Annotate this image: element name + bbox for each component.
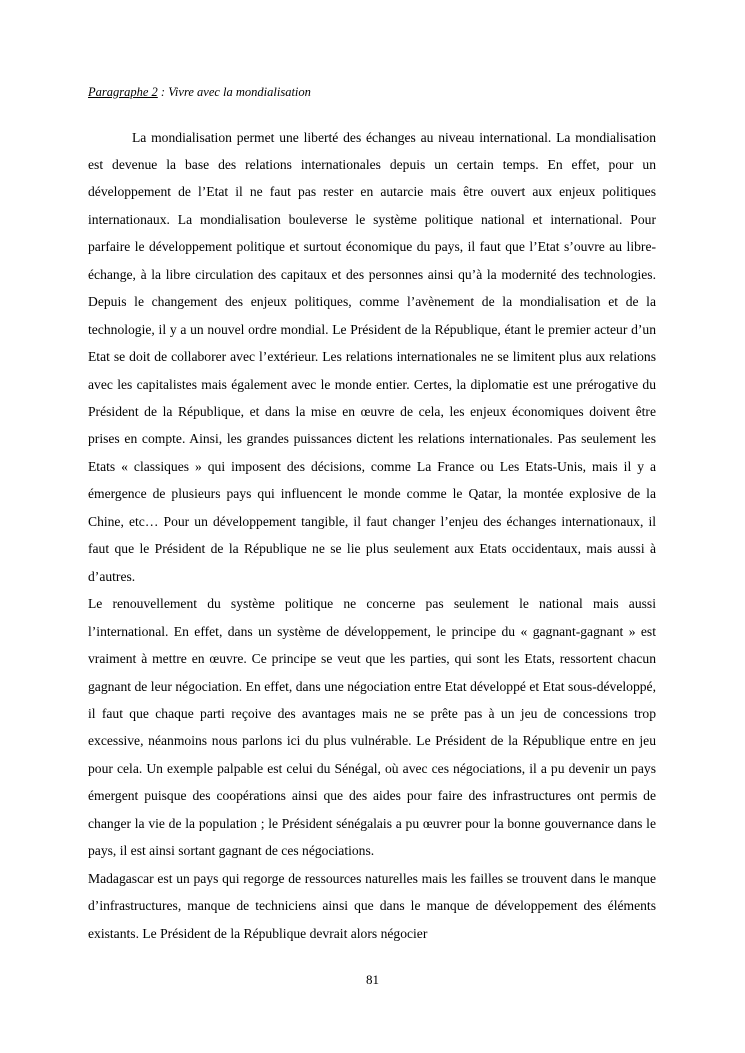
section-heading-label: Paragraphe 2: [88, 85, 158, 99]
section-heading-title: Vivre avec la mondialisation: [168, 85, 311, 99]
page-number: 81: [366, 972, 379, 987]
section-heading: [88, 84, 656, 102]
section-heading-separator: :: [157, 85, 169, 99]
paragraph-3: Madagascar est un pays qui regorge de ressources naturelles mais les failles se trouvent dans le manque d’infrastructures, manque de techniciens ainsi que dans le manque de développement des éléments existants. Le Président de la République devrait alors négocier: [88, 870, 656, 941]
paragraph-2: Le renouvellement du système politique ne concerne pas seulement le national mais aussi l’international. En effet, dans un système de développement, le principe du « gagnant-gagnant » est vraiment à mettre en œuvre. Ce principe se veut que les parties, qui sont les Etats, ressortent chacun gagnant de leur négociation. En effet, dans une négociation entre Etat développé et Etat sous-développé, il faut que chaque parti reçoive des avantages mais ne se prête pas à un jeu de concessions trop excessive, néanmoins nous parlons ici du plus vulnérable. Le Président de la République entre en jeu pour cela. Un exemple palpable est celui du Sénégal, où avec ces négociations, il a pu devenir un pays émergent puisque des coopérations ainsi que des aides pour faire des infrastructures ont permis de changer la vie de la population ; le Président sénégalais a pu œuvrer pour la bonne gouvernance dans le pays, il est ainsi sortant gagnant de ces négociations.: [88, 596, 656, 859]
page-content: [88, 84, 656, 947]
paragraph-1: La mondialisation permet une liberté des échanges au niveau international. La mondialisation est devenue la base des relations internationales depuis un certain temps. En effet, pour un développement de l’Etat il ne faut pas rester en autarcie mais être ouvert aux enjeux politiques internationaux. La mondialisation bouleverse le système politique national et international. Pour parfaire le développement politique et surtout économique du pays, il faut que l’Etat s’ouvre au libre-échange, à la libre circulation des capitaux et des personnes ainsi qu’à la modernité des technologies. Depuis le changement des enjeux politiques, comme l’avènement de la mondialisation et de la technologie, il y a un nouvel ordre mondial. Le Président de la République, étant le premier acteur d’un Etat se doit de collaborer avec l’extérieur. Les relations internationales ne se limitent plus aux relations avec les capitalistes mais également avec le monde entier. Certes, la diplomatie est une prérogative du Président de la République, et dans la mise en œuvre de cela, les enjeux économiques doivent être prises en compte. Ainsi, les grandes puissances dictent les relations internationales. Pas seulement les Etats « classiques » qui imposent des décisions, comme La France ou Les Etats-Unis, mais il y a émergence de plusieurs pays qui influencent le monde comme le Qatar, la montée explosive de la Chine, etc… Pour un développement tangible, il faut changer l’enjeu des échanges internationaux, il faut que le Président de la République ne se lie plus seulement aux Etats occidentaux, mais aussi à d’autres.: [88, 129, 656, 584]
